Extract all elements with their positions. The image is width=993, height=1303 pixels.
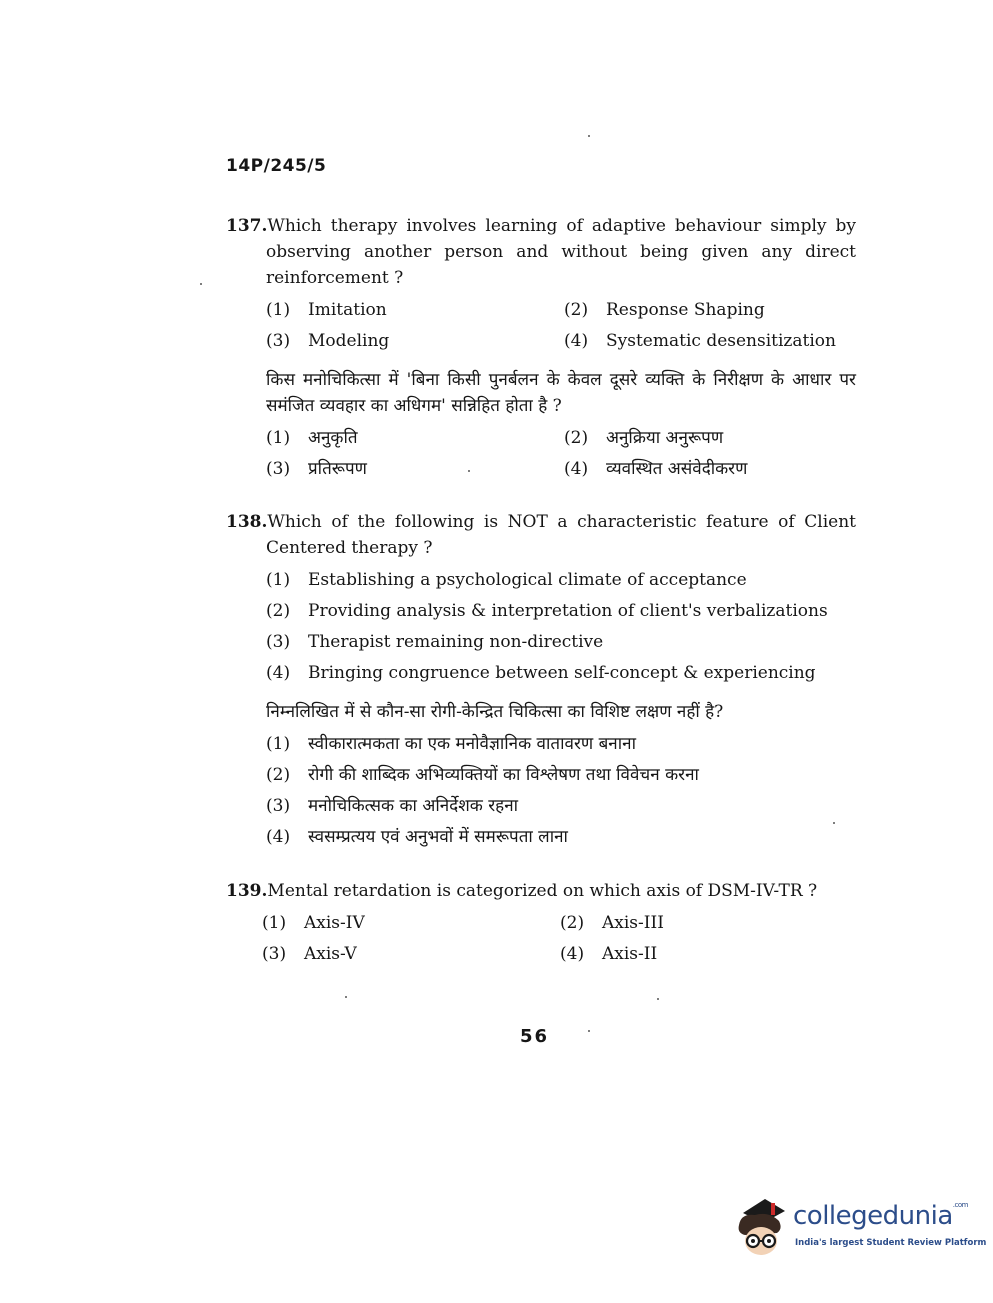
options-en: [266, 295, 856, 357]
options-en: [262, 908, 856, 970]
option-number: (3): [262, 944, 287, 964]
option-number: (1): [266, 570, 291, 590]
question-text-en: Which of the following is NOT a characteristic feature of Client Centered therapy ?: [266, 512, 856, 558]
question-number: 139.: [226, 881, 268, 901]
option-text: मनोचिकित्सक का अनिर्देशक रहना: [308, 796, 519, 816]
option-text: Systematic desensitization: [606, 331, 836, 351]
option: [266, 596, 856, 627]
option: [564, 454, 864, 485]
option: [266, 791, 856, 822]
page-code: 14P/245/5: [226, 156, 327, 176]
option-number: (4): [560, 944, 585, 964]
option-number: (3): [266, 331, 291, 351]
option-number: (4): [564, 331, 589, 351]
option-number: (2): [266, 765, 291, 785]
options-en: [266, 565, 856, 689]
collegedunia-logo: [735, 1195, 987, 1265]
page-number: 56: [520, 1026, 550, 1047]
student-mascot-icon: [735, 1195, 791, 1261]
option-number: (2): [564, 428, 589, 448]
options-hi: [266, 423, 856, 485]
question-138: [226, 509, 856, 853]
option-text: Establishing a psychological climate of acceptance: [308, 570, 747, 590]
option: [266, 627, 856, 658]
scan-speck: [588, 135, 590, 137]
option-text: Response Shaping: [606, 300, 765, 320]
option-number: (4): [564, 459, 589, 479]
option: [266, 729, 856, 760]
option: [266, 822, 856, 853]
option: [266, 423, 564, 454]
option-text: स्वीकारात्मकता का एक मनोवैज्ञानिक वातावरण बनाना: [308, 734, 636, 754]
option: [564, 423, 864, 454]
option: [266, 295, 564, 326]
question-text-en: Mental retardation is categorized on which axis of DSM-IV-TR ?: [267, 881, 818, 901]
option-text: Axis-II: [602, 944, 658, 964]
option-number: (2): [266, 601, 291, 621]
option: [560, 908, 860, 939]
option-number: (1): [266, 428, 291, 448]
option: [564, 295, 864, 326]
option-number: (4): [266, 663, 291, 683]
option-text: Therapist remaining non-directive: [308, 632, 604, 652]
scan-speck: [345, 996, 347, 998]
option-text: स्वसम्प्रत्यय एवं अनुभवों में समरूपता लाना: [308, 827, 568, 847]
option-text: Axis-III: [602, 913, 664, 933]
question-number: 138.: [226, 512, 268, 532]
question-number: 137.: [226, 216, 268, 236]
question-137: [226, 213, 856, 485]
question-text: [226, 509, 856, 561]
option-number: (1): [266, 734, 291, 754]
option-number: (1): [262, 913, 287, 933]
question-text: [226, 213, 856, 291]
option-text: प्रतिरूपण: [308, 459, 367, 479]
question-text-en: Which therapy involves learning of adaptive behaviour simply by observing another person and without being given any direct reinforcement ?: [266, 216, 856, 288]
option-text: व्यवस्थित असंवेदीकरण: [606, 459, 748, 479]
option: [564, 326, 864, 357]
option-number: (3): [266, 459, 291, 479]
option-text: Axis-V: [304, 944, 357, 964]
option-text: Bringing congruence between self-concept & experiencing: [308, 663, 816, 683]
option: [266, 760, 856, 791]
question-text: [226, 878, 856, 904]
option: [262, 908, 560, 939]
logo-wordmark: [793, 1201, 968, 1231]
option-text: अनुक्रिया अनुरूपण: [606, 428, 724, 448]
option-text: अनुकृति: [308, 428, 358, 448]
option-text: Modeling: [308, 331, 390, 351]
logo-suffix: .com: [952, 1201, 968, 1209]
option: [262, 939, 560, 970]
question-text-hi: किस मनोचिकित्सा में 'बिना किसी पुनर्बलन के केवल दूसरे व्यक्ति के निरीक्षण के आधार पर समंजित व्यवहार का अधिगम' सन्निहित होता है ?: [266, 370, 856, 416]
option-number: (2): [564, 300, 589, 320]
option: [266, 658, 856, 689]
option-number: (3): [266, 796, 291, 816]
option-number: (1): [266, 300, 291, 320]
option: [266, 565, 856, 596]
scan-speck: [200, 283, 202, 285]
question-139: [226, 878, 856, 970]
option-number: (3): [266, 632, 291, 652]
option-text: रोगी की शाब्दिक अभिव्यक्तियों का विश्लेषण तथा विवेचन करना: [308, 765, 699, 785]
scan-speck: [833, 822, 835, 824]
options-hi: [266, 729, 856, 853]
option-text: Imitation: [308, 300, 387, 320]
scan-speck: [468, 470, 470, 472]
option-text: Axis-IV: [304, 913, 365, 933]
option: [266, 454, 564, 485]
option: [266, 326, 564, 357]
option: [560, 939, 860, 970]
option-text: Providing analysis & interpretation of client's verbalizations: [308, 601, 828, 621]
question-text-hi: निम्नलिखित में से कौन-सा रोगी-केन्द्रित चिकित्सा का विशिष्ट लक्षण नहीं है?: [266, 702, 724, 722]
scan-speck: [588, 1030, 590, 1032]
logo-brand: collegedunia: [793, 1201, 953, 1231]
option-number: (4): [266, 827, 291, 847]
scan-speck: [657, 998, 659, 1000]
option-number: (2): [560, 913, 585, 933]
logo-tagline: India's largest Student Review Platform: [795, 1238, 987, 1248]
